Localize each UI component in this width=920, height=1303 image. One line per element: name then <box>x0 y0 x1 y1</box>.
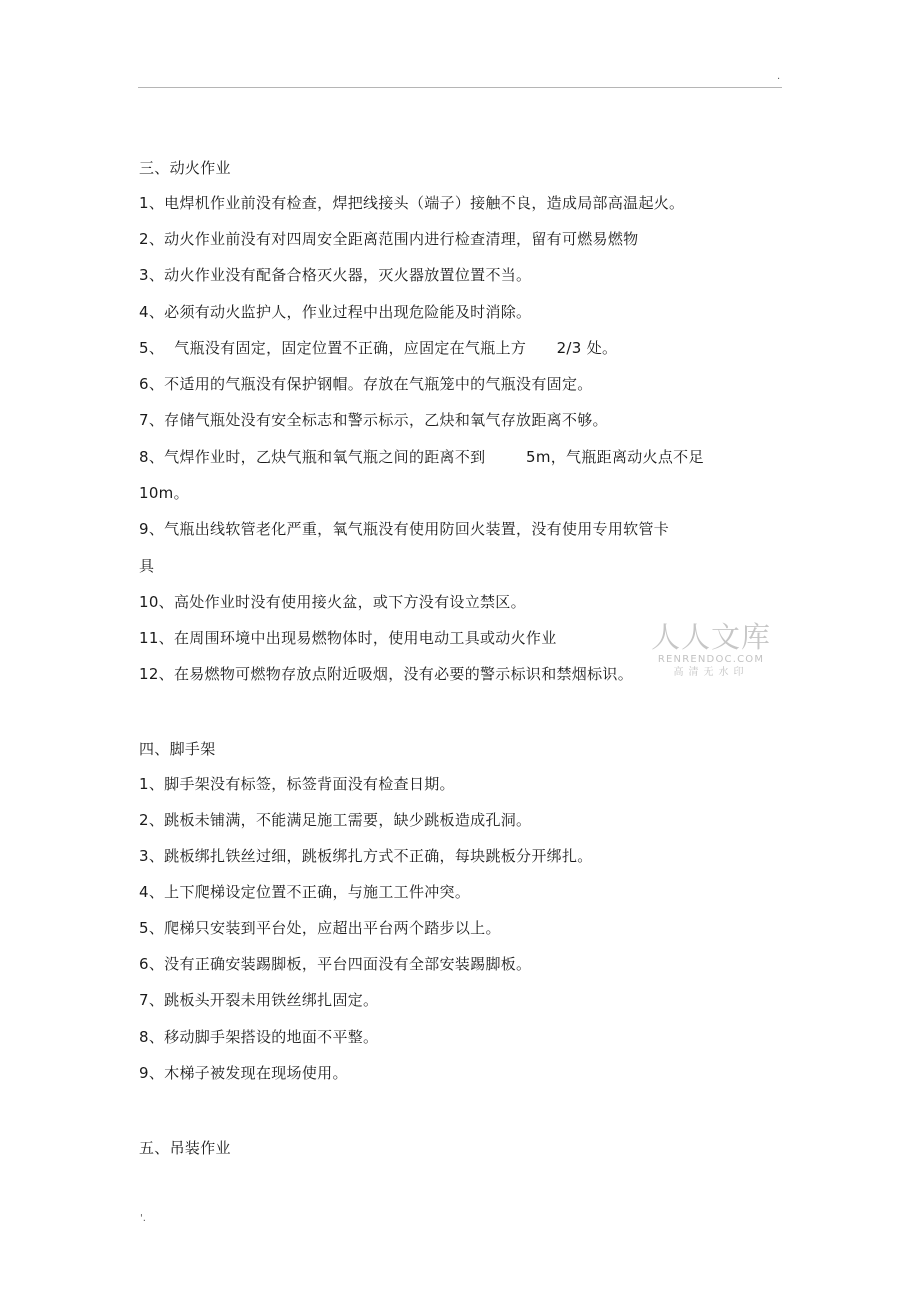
list-item: 6、没有正确安装踢脚板，平台四面没有全部安装踢脚板。 <box>139 955 532 973</box>
list-item: 9、木梯子被发现在现场使用。 <box>139 1064 348 1082</box>
section-4-title: 四、脚手架 <box>139 740 216 758</box>
list-item: 8、气焊作业时，乙炔气瓶和氧气瓶之间的距离不到 5m，气瓶距离动火点不足 <box>139 448 704 466</box>
list-item: 3、跳板绑扎铁丝过细，跳板绑扎方式不正确，每块跳板分开绑扎。 <box>139 847 593 865</box>
list-item: 具 <box>139 557 155 575</box>
header-rule <box>138 87 782 88</box>
list-item: 8、移动脚手架搭设的地面不平整。 <box>139 1028 379 1046</box>
list-item: 1、电焊机作业前没有检查，焊把线接头（端子）接触不良，造成局部高温起火。 <box>139 194 685 212</box>
list-item: 2、动火作业前没有对四周安全距离范围内进行检查清理，留有可燃易燃物 <box>139 230 639 248</box>
section-5-title: 五、吊装作业 <box>139 1139 231 1157</box>
list-item: 1、脚手架没有标签，标签背面没有检查日期。 <box>139 775 455 793</box>
watermark <box>646 620 776 680</box>
list-item: 5、爬梯只安装到平台处，应超出平台两个踏步以上。 <box>139 919 501 937</box>
list-item: 4、上下爬梯设定位置不正确，与施工工件冲突。 <box>139 883 471 901</box>
list-item: 5、 气瓶没有固定，固定位置不正确，应固定在气瓶上方 2/3 处。 <box>139 339 618 357</box>
watermark-url: RENRENDOC.COM <box>657 654 765 665</box>
footer-dot: '. <box>140 1213 146 1224</box>
list-item: 6、不适用的气瓶没有保护钢帽。存放在气瓶笼中的气瓶没有固定。 <box>139 375 593 393</box>
list-item: 7、跳板头开裂未用铁丝绑扎固定。 <box>139 991 379 1009</box>
section-3-title: 三、动火作业 <box>139 159 231 177</box>
list-item: 10、高处作业时没有使用接火盆，或下方没有设立禁区。 <box>139 593 526 611</box>
list-item: 9、气瓶出线软管老化严重，氧气瓶没有使用防回火装置，没有使用专用软管卡 <box>139 520 670 538</box>
list-item: 2、跳板未铺满，不能满足施工需要，缺少跳板造成孔洞。 <box>139 811 532 829</box>
list-item: 10m。 <box>139 484 189 502</box>
list-item: 11、在周围环境中出现易燃物体时，使用电动工具或动火作业 <box>139 629 557 647</box>
header-dot: . <box>777 71 781 82</box>
list-item: 3、动火作业没有配备合格灭火器，灭火器放置位置不当。 <box>139 266 532 284</box>
watermark-logo-text: 人人文库 <box>650 620 771 654</box>
list-item: 4、必须有动火监护人，作业过程中出现危险能及时消除。 <box>139 303 532 321</box>
list-item: 7、存储气瓶处没有安全标志和警示标示，乙炔和氧气存放距离不够。 <box>139 411 608 429</box>
list-item: 12、在易燃物可燃物存放点附近吸烟，没有必要的警示标识和禁烟标识。 <box>139 665 633 683</box>
watermark-subtitle: 高清无水印 <box>673 667 749 678</box>
